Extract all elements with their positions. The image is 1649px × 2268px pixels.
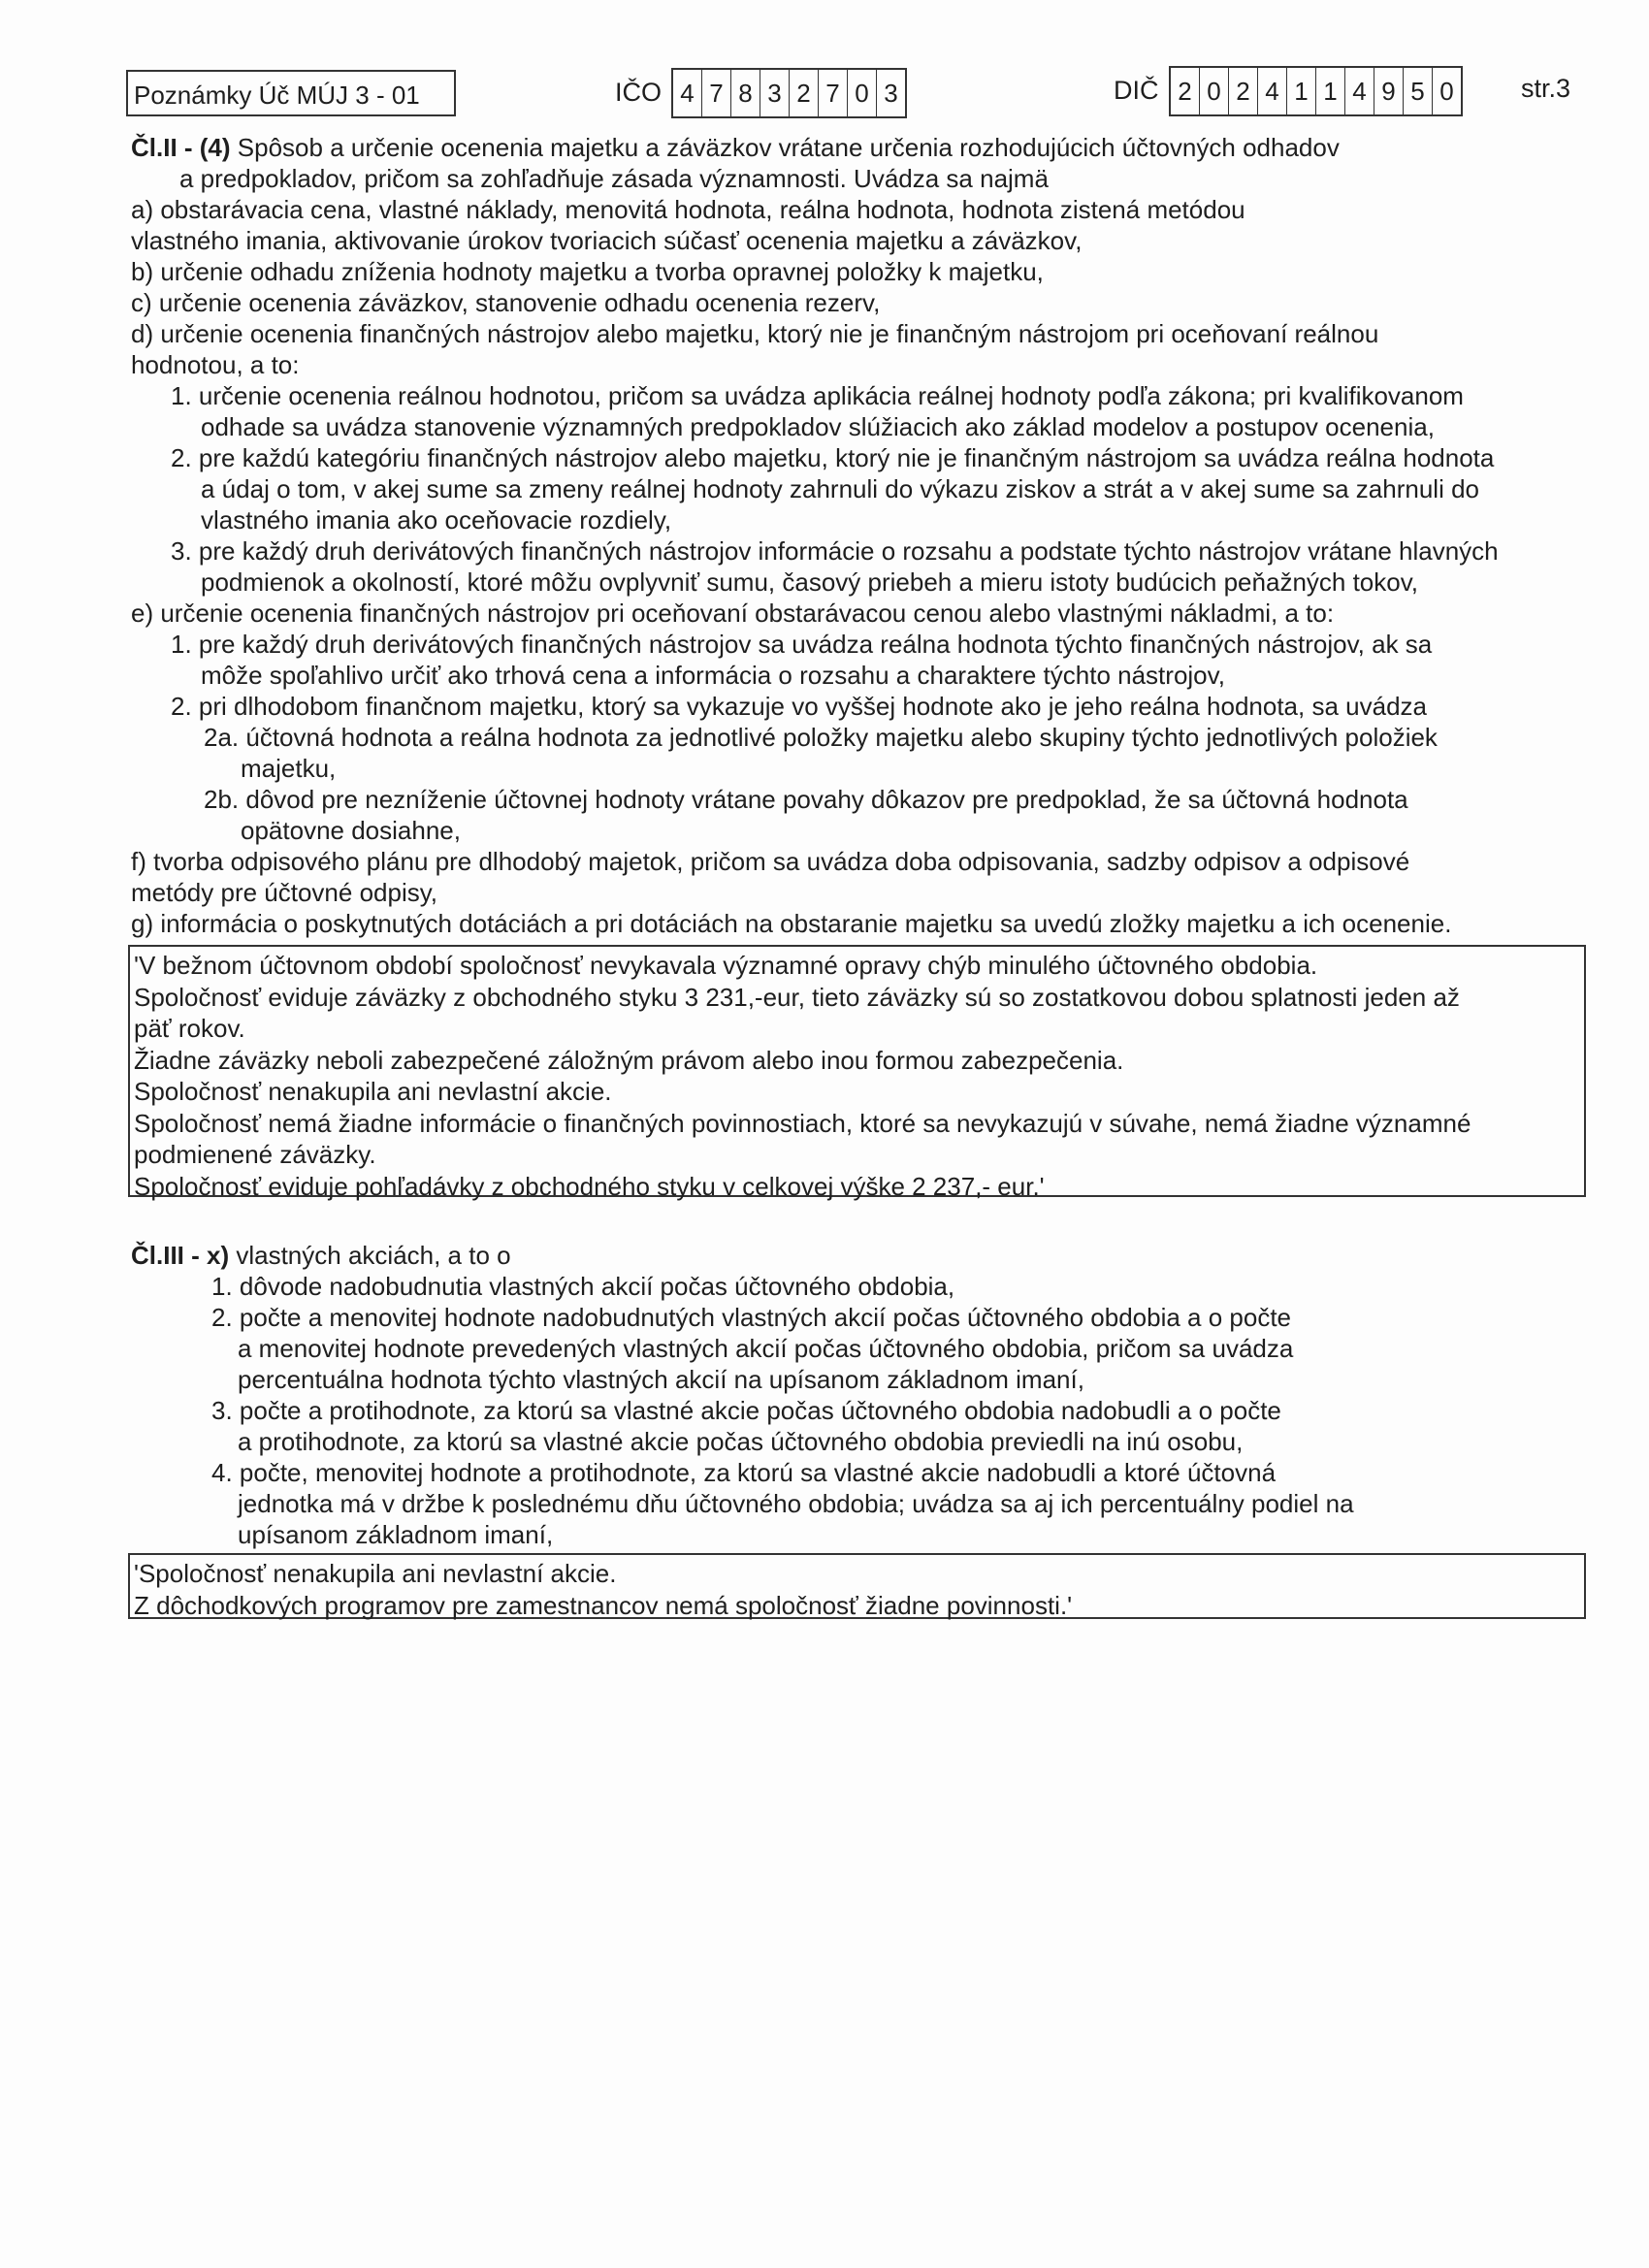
text-line: Spôsob a určenie ocenenia majetku a záväzkov vrátane určenia rozhodujúcich účtovných odhadov [230,133,1340,162]
answer-line: podmienené záväzky. [134,1140,376,1169]
text-line: b) určenie odhadu zníženia hodnoty majetku a tvorba opravnej položky k majetku, [131,257,1044,286]
text-line: upísanom základnom imaní, [238,1520,554,1549]
text-line: 1. pre každý druh derivátových finančných nástrojov sa uvádza reálna hodnota týchto finančných nástrojov, ak sa [171,630,1433,659]
answer-line: Spoločnosť nemá žiadne informácie o finančných povinnostiach, ktoré sa nevykazujú v súvahe, nemá žiadne významné [134,1108,1471,1138]
text-line: jednotka má v držbe k poslednému dňu účtovného obdobia; uvádza sa aj ich percentuálny podiel na [238,1489,1354,1518]
ico-digit: 7 [819,70,848,116]
text-line: 1. dôvode nadobudnutia vlastných akcií počas účtovného obdobia, [211,1272,955,1301]
ico-digit: 3 [884,79,898,108]
answer-line: Z dôchodkových programov pre zamestnancov nemá spoločnosť žiadne povinnosti.' [134,1590,1073,1620]
ico-digit: 8 [731,70,760,116]
text-line: opätovne dosiahne, [241,816,461,845]
section-heading: Čl.III - x) [131,1241,230,1270]
text-line: 1. určenie ocenenia reálnou hodnotou, pričom sa uvádza aplikácia reálnej hodnoty podľa zákona; pri kvalifikovanom [171,381,1464,410]
text-line: a protihodnote, za ktorú sa vlastné akcie počas účtovného obdobia previedli na inú osobu, [238,1427,1244,1456]
text-line: 2a. účtovná hodnota a reálna hodnota za jednotlivé položky majetku alebo skupiny týchto jednotlivých položiek [204,723,1438,752]
ico-digits [671,68,907,118]
ico-digit: 0 [848,70,877,116]
answer-line: Žiadne záväzky neboli zabezpečené záložným právom alebo inou formou zabezpečenia. [134,1045,1124,1075]
text-line: 3. pre každý druh derivátových finančných nástrojov informácie o rozsahu a podstate týchto nástrojov vrátane hlavných [171,536,1499,566]
text-line: c) určenie ocenenia záväzkov, stanovenie odhadu ocenenia rezerv, [131,288,881,317]
text-line: percentuálna hodnota týchto vlastných akcií na upísanom základnom imaní, [238,1365,1084,1394]
section-2-text [131,132,1499,939]
text-line: môže spoľahlivo určiť ako trhová cena a informácia o rozsahu a charaktere týchto nástrojov, [201,661,1225,690]
text-line: hodnotou, a to: [131,350,300,379]
dic-digit: 2 [1229,68,1258,114]
text-line: e) určenie ocenenia finančných nástrojov pri oceňovaní obstarávacou cenou alebo vlastnými nákladmi, a to: [131,599,1335,628]
answer-line: Spoločnosť eviduje záväzky z obchodného styku 3 231,-eur, tieto záväzky sú so zostatkovou dobou splatnosti jeden až [134,982,1460,1012]
ico-label: IČO [615,78,663,107]
text-line: a predpokladov, pričom sa zohľadňuje zásada významnosti. Uvádza sa najmä [179,164,1049,193]
form-title: Poznámky Úč MÚJ 3 - 01 [126,70,456,116]
dic-digit: 1 [1287,68,1316,114]
text-line: d) určenie ocenenia finančných nástrojov alebo majetku, ktorý nie je finančným nástrojom pri oceňovaní reálnou [131,319,1379,348]
page-number: str.3 [1521,74,1571,103]
dic-digit: 1 [1316,68,1345,114]
dic-digit: 2 [1171,68,1200,114]
text-line: 2b. dôvod pre nezníženie účtovnej hodnoty vrátane povahy dôkazov pre predpoklad, že sa účtovná hodnota [204,785,1408,814]
dic-digit: 9 [1374,68,1404,114]
text-line: podmienok a okolností, ktoré môžu ovplyvniť sumu, časový priebeh a mieru istoty budúcich peňažných tokov, [201,567,1419,597]
section-3-answer-box [128,1553,1586,1619]
text-line: 3. počte a protihodnote, za ktorú sa vlastné akcie počas účtovného obdobia nadobudli a o počte [211,1396,1281,1425]
text-line: a menovitej hodnote prevedených vlastných akcií počas účtovného obdobia, pričom sa uvádza [238,1334,1294,1363]
dic-digits [1169,66,1463,116]
dic-digit: 4 [1258,68,1287,114]
text-line: 2. počte a menovitej hodnote nadobudnutých vlastných akcií počas účtovného obdobia a o počte [211,1303,1291,1332]
section-2-answer-box [128,945,1586,1201]
answer-line: Spoločnosť eviduje pohľadávky z obchodného styku v celkovej výške 2 237,- eur.' [134,1171,1045,1201]
dic-digit: 0 [1200,68,1229,114]
text-line: vlastného imania, aktivovanie úrokov tvoriacich súčasť ocenenia majetku a záväzkov, [131,226,1083,255]
answer-line: 'V bežnom účtovnom období spoločnosť nevykavala významné opravy chýb minulého účtovného obdobia. [134,951,1318,980]
text-line: odhade sa uvádza stanovenie významných predpokladov slúžiacich ako základ modelov a postupov ocenenia, [201,412,1435,441]
text-line: vlastného imania ako oceňovacie rozdiely, [201,505,672,535]
text-line: 2. pri dlhodobom finančnom majetku, ktorý sa vykazuje vo vyššej hodnote ako je jeho reálna hodnota, sa uvádza [171,692,1427,721]
dic-digit: 0 [1439,77,1454,106]
answer-line: päť rokov. [134,1014,245,1043]
ico-digit: 2 [790,70,819,116]
ico-digit: 7 [702,70,731,116]
text-line: metódy pre účtovné odpisy, [131,878,438,907]
text-line: a údaj o tom, v akej sume sa zmeny reálnej hodnoty zahrnuli do výkazu ziskov a strát a v akej sume sa zahrnuli do [201,474,1479,503]
dic-label: DIČ [1114,76,1159,105]
text-line: g) informácia o poskytnutých dotáciách a pri dotáciách na obstaranie majetku sa uvedú zložky majetku a ich ocenenie. [131,909,1452,938]
section-heading: Čl.II - (4) [131,133,231,162]
text-line: majetku, [241,754,337,783]
section-3-text [131,1240,1354,1550]
text-line: 4. počte, menovitej hodnote a protihodnote, za ktorú sa vlastné akcie nadobudli a ktoré účtovná [211,1458,1277,1487]
text-line: a) obstarávacia cena, vlastné náklady, menovitá hodnota, reálna hodnota, hodnota zistená metódou [131,195,1245,224]
dic-digit: 4 [1345,68,1374,114]
ico-digit: 3 [760,70,790,116]
text-line: f) tvorba odpisového plánu pre dlhodobý majetok, pričom sa uvádza doba odpisovania, sadzby odpisov a odpisové [131,847,1410,876]
answer-line: 'Spoločnosť nenakupila ani nevlastní akcie. [134,1559,617,1588]
dic-digit: 5 [1404,68,1433,114]
ico-digit: 4 [673,70,702,116]
text-line: vlastných akciách, a to o [229,1241,511,1270]
text-line: 2. pre každú kategóriu finančných nástrojov alebo majetku, ktorý nie je finančným nástrojom sa uvádza reálna hodnota [171,443,1495,472]
answer-line: Spoločnosť nenakupila ani nevlastní akcie. [134,1077,612,1106]
